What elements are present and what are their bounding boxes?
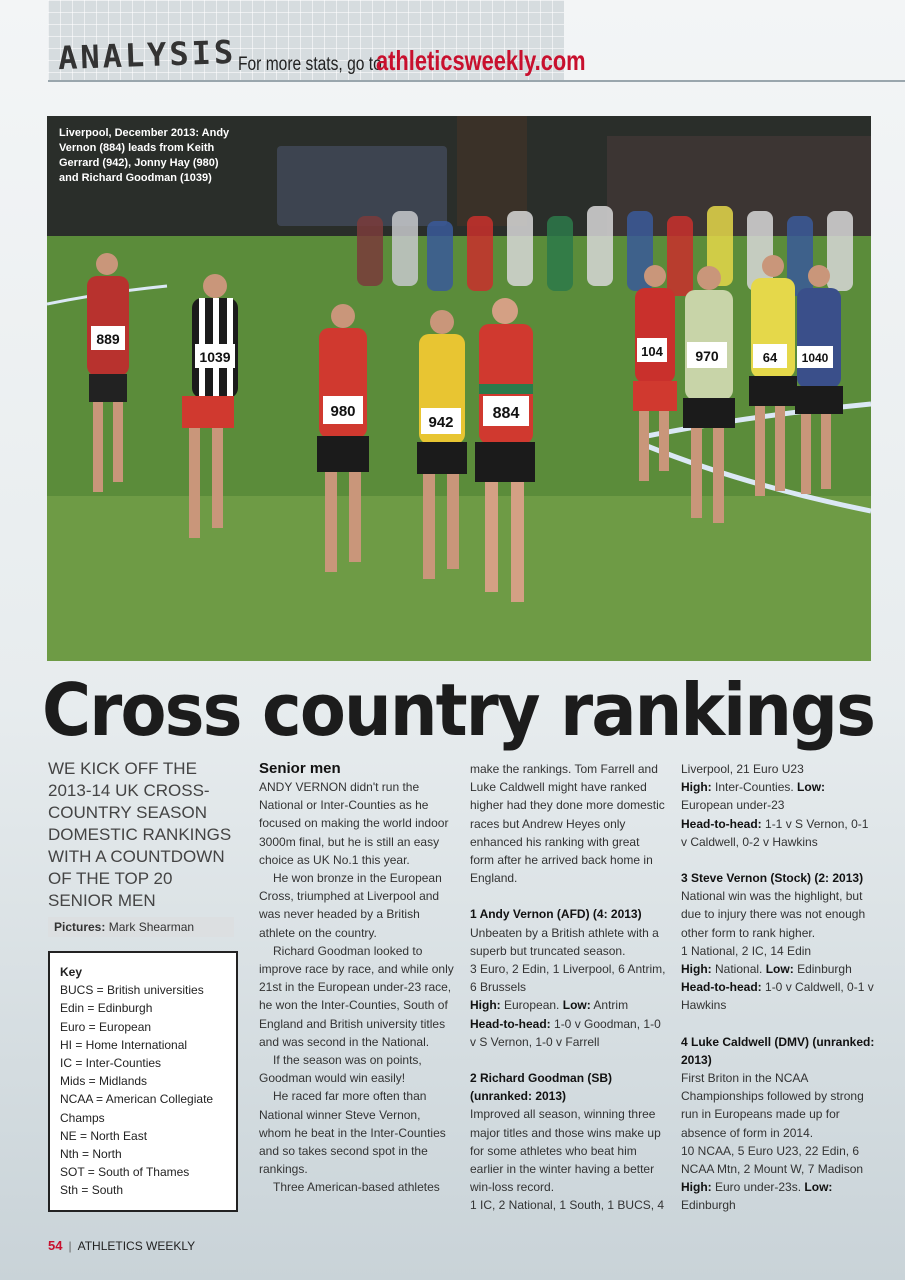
site-link[interactable]: athleticsweekly.com — [376, 45, 586, 76]
bib-1040: 1040 — [801, 351, 829, 365]
bib-884: 884 — [492, 405, 520, 422]
paragraph: ANDY VERNON didn't run the National or Inter-Counties as he focused on making the world indoor 3000m final, but he is still an easy choice as UK No.1 this year. — [259, 780, 449, 867]
key-title: Key — [60, 965, 83, 979]
section-label: ANALYSIS — [57, 32, 237, 78]
ranking-high-low: High: European. Low: Antrim — [470, 998, 629, 1013]
ranking-title-3: 3 Steve Vernon (Stock) (2: 2013) — [681, 871, 864, 886]
ranking-title-1: 1 Andy Vernon (AFD) (4: 2013) — [470, 907, 642, 922]
ranking-h2h: Head-to-head: 1-1 v S Vernon, 0-1 v Caldwell, 0-2 v Hawkins — [681, 816, 869, 849]
key-item: NE = North East — [60, 1128, 148, 1143]
more-stats-text: For more stats, go to — [238, 54, 382, 75]
photo-caption: Liverpool, December 2013: Andy Vernon (884) leads from Keith Gerrard (942), Jonny Hay (980) and Richard Goodman (1039) — [59, 127, 230, 184]
key-item: Edin = Edinburgh — [60, 1001, 153, 1016]
bib-980: 980 — [330, 403, 356, 420]
ranking-desc: Unbeaten by a British athlete with a superb but truncated season. — [470, 925, 659, 958]
bib-889: 889 — [96, 331, 120, 347]
ranking-results: 1 National, 2 IC, 14 Edin — [681, 943, 812, 958]
key-item: BUCS = British universities — [60, 983, 204, 998]
page-footer: 54 | ATHLETICS WEEKLY — [48, 1238, 196, 1253]
ranking-desc: Improved all season, winning three major titles and those wins make up for some athletes who beat him earlier in the winter having a better win-loss record. — [470, 1107, 661, 1195]
bib-942: 942 — [428, 414, 454, 431]
ranking-results: 3 Euro, 2 Edin, 1 Liverpool, 6 Antrim, 6 Brussels — [470, 962, 666, 995]
bib-1039: 1039 — [199, 349, 231, 365]
ranking-results: 1 IC, 2 National, 1 South, 1 BUCS, 4 — [470, 1198, 665, 1213]
key-item: IC = Inter-Counties — [60, 1056, 162, 1071]
bib-970: 970 — [695, 348, 719, 364]
ranking-h2h: Head-to-head: 1-0 v Goodman, 1-0 v S Vernon, 1-0 v Farrell — [470, 1016, 661, 1049]
page-number: 54 — [48, 1238, 63, 1253]
magazine-name: ATHLETICS WEEKLY — [77, 1239, 196, 1253]
ranking-h2h: Head-to-head: 1-0 v Caldwell, 0-1 v Hawkins — [681, 980, 874, 1013]
photo-credit-name: Mark Shearman — [108, 920, 195, 934]
photo-credit — [48, 917, 234, 937]
paragraph: He raced far more often than National winner Steve Vernon, whom he beat in the Inter-Counties and so takes second spot in the rankings. — [259, 1089, 446, 1177]
bib-104: 104 — [641, 344, 663, 359]
race-photo — [47, 116, 871, 661]
ranking-results: 10 NCAA, 5 Euro U23, 22 Edin, 6 NCAA Mtn, 2 Mount W, 7 Madison — [681, 1143, 864, 1177]
ranking-desc: National win was the highlight, but due to injury there was not enough other form to rank higher. — [681, 889, 866, 940]
bib-64: 64 — [762, 350, 778, 365]
key-item: HI = Home International — [60, 1037, 188, 1052]
paragraph: Three American-based athletes — [273, 1180, 440, 1195]
paragraph: He won bronze in the European Cross, triumphed at Liverpool and was never headed by a British athlete on the country. — [259, 871, 442, 940]
key-item: Mids = Midlands — [60, 1074, 148, 1089]
key-box — [48, 951, 238, 1212]
ranking-title-2: 2 Richard Goodman (SB) (unranked: 2013) — [470, 1071, 613, 1104]
paragraph: Richard Goodman looked to improve race by race, and while only 21st in the European under-23 race, he won the Inter-Counties, South of England and British university titles and was second in the National. — [259, 943, 454, 1049]
article-column-2 — [470, 760, 666, 1215]
section-heading: Senior men — [259, 760, 341, 777]
paragraph: make the rankings. Tom Farrell and Luke Caldwell might have ranked higher had they done more domestic races but Andrew Heyes only enhanced his ranking with great form after he arrived back home in England. — [470, 762, 665, 886]
article-column-3 — [681, 760, 877, 1215]
key-item: SOT = South of Thames — [60, 1165, 190, 1180]
ranking-results: Liverpool, 21 Euro U23 — [681, 762, 804, 776]
ranking-title-4: 4 Luke Caldwell (DMV) (unranked: 2013) — [681, 1034, 875, 1067]
ranking-high-low: High: Euro under-23s. Low: Edinburgh — [681, 1180, 833, 1213]
race-scene-illustration — [47, 116, 871, 661]
key-item: NCAA = American Collegiate Champs — [60, 1092, 214, 1125]
paragraph: If the season was on points, Goodman would win easily! — [259, 1053, 422, 1086]
intro-text: WE KICK OFF THE 2013-14 UK CROSS-COUNTRY SEASON DOMESTIC RANKINGS WITH A COUNTDOWN OF THE TOP 20 SENIOR MEN — [48, 759, 232, 910]
key-item: Euro = European — [60, 1019, 152, 1034]
ranking-high-low: High: Inter-Counties. Low: European under-23 — [681, 780, 826, 813]
header-rule — [564, 80, 905, 82]
key-item: Sth = South — [60, 1183, 124, 1198]
key-item: Nth = North — [60, 1147, 122, 1162]
ranking-high-low: High: National. Low: Edinburgh — [681, 962, 852, 977]
ranking-desc: First Briton in the NCAA Championships followed by strong run in Europeans made up for absence of form in 2014. — [681, 1071, 864, 1140]
article-column-1 — [259, 760, 455, 1197]
photo-credit-label: Pictures: — [54, 920, 106, 934]
headline: Cross country rankings — [42, 668, 875, 752]
